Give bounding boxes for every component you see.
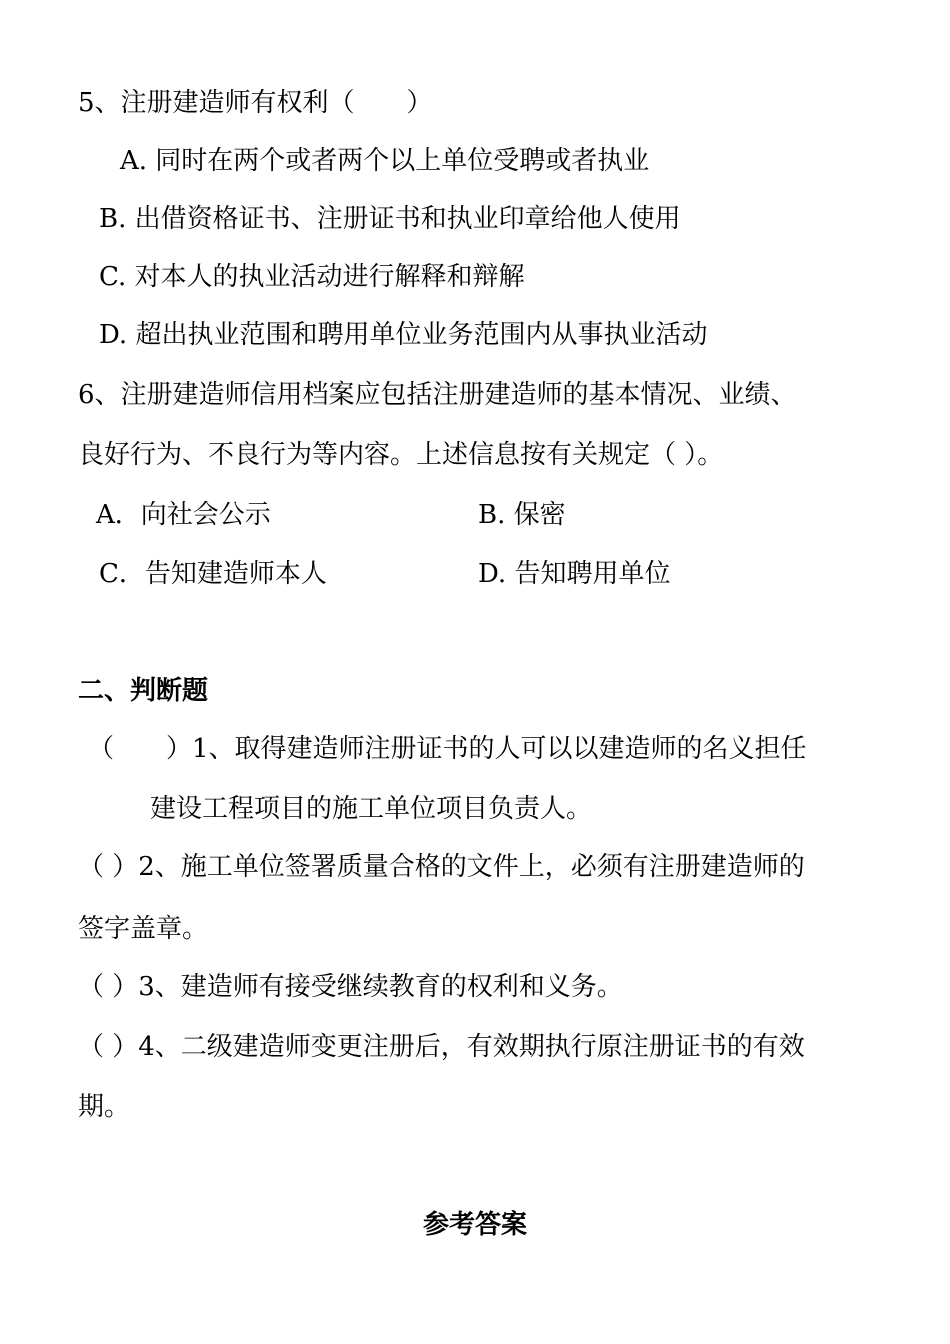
q6-option-c: C．告知建造师本人 xyxy=(99,559,327,589)
q5-option-c: C. 对本人的执业活动进行解释和辩解 xyxy=(99,262,525,292)
q6-option-b: B. 保密 xyxy=(478,500,566,530)
q5-stem: 5、注册建造师有权利（ ） xyxy=(78,88,433,118)
q6-stem-line-2: 良好行为、不良行为等内容。上述信息按有关规定（ ）。 xyxy=(78,440,724,470)
section-heading: 二、判断题 xyxy=(78,676,209,706)
judgement-2-line-2: 签字盖章。 xyxy=(78,914,209,944)
q6-stem-line-1: 6、注册建造师信用档案应包括注册建造师的基本情况、业绩、 xyxy=(78,380,797,410)
answers-heading: 参考答案 xyxy=(422,1210,527,1240)
q5-option-d: D. 超出执业范围和聘用单位业务范围内从事执业活动 xyxy=(99,320,708,350)
judgement-4-line-1: （ ）4、二级建造师变更注册后，有效期执行原注册证书的有效 xyxy=(78,1032,805,1062)
q5-option-b: B. 出借资格证书、注册证书和执业印章给他人使用 xyxy=(99,204,681,234)
judgement-2-line-1: （ ）2、施工单位签署质量合格的文件上，必须有注册建造师的 xyxy=(78,852,805,882)
q6-option-a: A．向社会公示 xyxy=(96,500,271,530)
judgement-1-line-2: 建设工程项目的施工单位项目负责人。 xyxy=(150,794,593,824)
judgement-4-line-2: 期。 xyxy=(78,1092,131,1122)
q6-option-d: D. 告知聘用单位 xyxy=(478,559,671,589)
judgement-3: （ ）3、建造师有接受继续教育的权利和义务。 xyxy=(78,972,623,1002)
q5-option-a: A. 同时在两个或者两个以上单位受聘或者执业 xyxy=(120,146,650,176)
judgement-1-line-1: （ ）1、取得建造师注册证书的人可以以建造师的名义担任 xyxy=(88,734,807,764)
